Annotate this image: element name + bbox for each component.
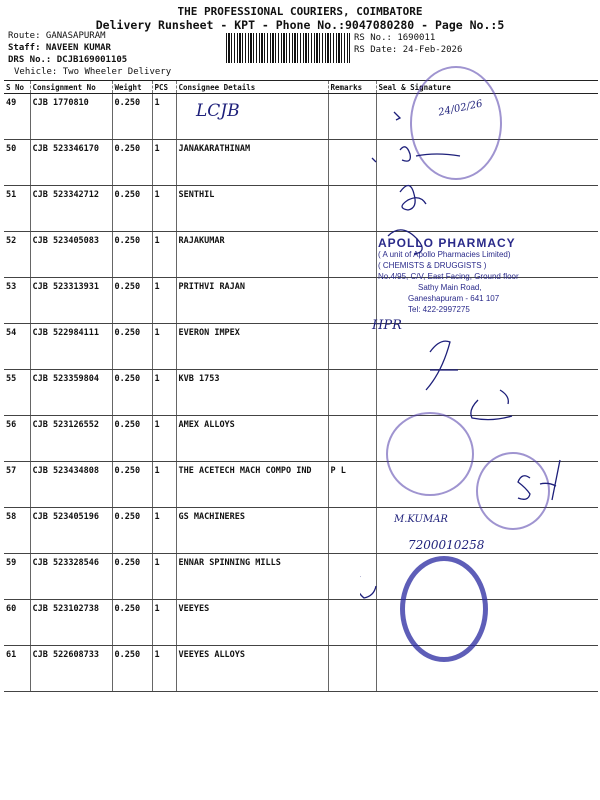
row-consignment-no: CJB 522984111: [30, 324, 112, 370]
table-row: [4, 646, 598, 692]
row-consignment-no: CJB 523405083: [30, 232, 112, 278]
row-pcs: 1: [152, 232, 176, 278]
vehicle-label: Vehicle: Two Wheeler Delivery: [14, 67, 172, 77]
rs-date: RS Date: 24-Feb-2026: [354, 45, 463, 55]
row-consignment-no: CJB 523126552: [30, 416, 112, 462]
handwritten-initials: HPR: [372, 318, 402, 333]
pharmacy-line1: ( A unit of Apollo Pharmacies Limited): [378, 250, 511, 259]
row-consignment-no: CJB 523434808: [30, 462, 112, 508]
row-sno: 49: [4, 94, 30, 140]
row-weight: 0.250: [112, 278, 152, 324]
row-sno: 58: [4, 508, 30, 554]
row-consignee: RAJAKUMAR: [176, 232, 328, 278]
row-sno: 60: [4, 600, 30, 646]
row-sno: 56: [4, 416, 30, 462]
col-weight: Weight: [112, 81, 152, 94]
row-consignee: GS MACHINERES: [176, 508, 328, 554]
col-consignment: Consignment No: [30, 81, 112, 94]
col-pcs: PCS: [152, 81, 176, 94]
row-pcs: 1: [152, 508, 176, 554]
row-weight: 0.250: [112, 462, 152, 508]
pharmacy-line4: Sathy Main Road,: [418, 283, 482, 292]
row-signature-cell: [376, 646, 598, 692]
row-remarks: P L: [328, 462, 376, 508]
col-seal-signature: Seal & Signature: [376, 81, 598, 94]
row-sno: 52: [4, 232, 30, 278]
drs-label: DRS No.: DCJB169001105: [8, 55, 128, 65]
handwritten-note: LCJB: [196, 101, 240, 121]
pharmacy-line3: No.4/95, C/V, East Facing, Ground floor: [378, 272, 519, 281]
signature-mark-row50: [372, 147, 460, 162]
row-consignee: SENTHIL: [176, 186, 328, 232]
row-sno: 51: [4, 186, 30, 232]
row-sno: 54: [4, 324, 30, 370]
row-consignee: THE ACETECH MACH COMPO IND: [176, 462, 328, 508]
signature-mark-row51: [400, 185, 426, 210]
row-pcs: 1: [152, 94, 176, 140]
row-weight: 0.250: [112, 600, 152, 646]
row-pcs: 1: [152, 646, 176, 692]
row-consignee: KVB 1753: [176, 370, 328, 416]
pharmacy-line2: ( CHEMISTS & DRUGGISTS ): [378, 261, 487, 270]
row-consignment-no: CJB 523405196: [30, 508, 112, 554]
pharmacy-line6: Tel: 422-2997275: [408, 305, 470, 314]
row-pcs: 1: [152, 554, 176, 600]
handwritten-date: 24/02/26: [437, 98, 484, 119]
row-consignee: PRITHVI RAJAN: [176, 278, 328, 324]
route-label: Route: GANASAPURAM: [8, 31, 106, 41]
row-pcs: 1: [152, 600, 176, 646]
row-weight: 0.250: [112, 646, 152, 692]
row-sno: 55: [4, 370, 30, 416]
row-pcs: 1: [152, 416, 176, 462]
row-pcs: 1: [152, 140, 176, 186]
row-consignee: EVERON IMPEX: [176, 324, 328, 370]
signature-scribbles: [360, 100, 600, 620]
row-consignee: VEEYES: [176, 600, 328, 646]
row-pcs: 1: [152, 462, 176, 508]
signature-mark-row60: [360, 558, 376, 620]
signature-mark-row52: [388, 230, 422, 254]
row-consignment-no: CJB 523102738: [30, 600, 112, 646]
row-sno: 50: [4, 140, 30, 186]
row-weight: 0.250: [112, 370, 152, 416]
handwritten-phone: 7200010258: [408, 538, 485, 552]
runsheet-subtitle: Delivery Runsheet - KPT - Phone No.:9047080280 - Page No.:5: [95, 18, 505, 32]
staff-label: Staff: NAVEEN KUMAR: [8, 43, 111, 53]
signature-mark-row49: [394, 112, 400, 120]
handwritten-name: M.KUMAR: [394, 514, 448, 525]
pharmacy-name: APOLLO PHARMACY: [378, 236, 516, 250]
col-consignee: Consignee Details: [176, 81, 328, 94]
row-pcs: 1: [152, 278, 176, 324]
row-weight: 0.250: [112, 508, 152, 554]
row-sno: 59: [4, 554, 30, 600]
row-consignment-no: CJB 523346170: [30, 140, 112, 186]
row-pcs: 1: [152, 370, 176, 416]
pharmacy-line5: Ganeshapuram - 641 107: [408, 294, 500, 303]
row-sno: 57: [4, 462, 30, 508]
col-remarks: Remarks: [328, 81, 376, 94]
company-title: THE PROFESSIONAL COURIERS, COIMBATORE: [177, 5, 423, 18]
row-sno: 53: [4, 278, 30, 324]
row-weight: 0.250: [112, 554, 152, 600]
row-weight: 0.250: [112, 140, 152, 186]
row-consignment-no: CJB 523359804: [30, 370, 112, 416]
row-consignment-no: CJB 523328546: [30, 554, 112, 600]
signature-mark-row56: [471, 390, 512, 420]
table-header-row: [4, 81, 598, 94]
row-pcs: 1: [152, 186, 176, 232]
rs-number: RS No.: 1690011: [354, 33, 436, 43]
row-consignee: AMEX ALLOYS: [176, 416, 328, 462]
row-weight: 0.250: [112, 324, 152, 370]
row-sno: 61: [4, 646, 30, 692]
row-consignment-no: CJB 523342712: [30, 186, 112, 232]
row-remarks: [328, 646, 376, 692]
row-weight: 0.250: [112, 416, 152, 462]
row-weight: 0.250: [112, 186, 152, 232]
signature-mark-row55: [426, 341, 458, 390]
row-consignee: JANAKARATHINAM: [176, 140, 328, 186]
row-consignment-no: CJB 523313931: [30, 278, 112, 324]
row-consignment-no: CJB 522608733: [30, 646, 112, 692]
row-consignment-no: CJB 1770810: [30, 94, 112, 140]
col-sno: S No: [4, 81, 30, 94]
barcode: [226, 33, 350, 63]
signature-mark-row58: [518, 460, 560, 500]
row-pcs: 1: [152, 324, 176, 370]
row-weight: 0.250: [112, 232, 152, 278]
row-consignee: ENNAR SPINNING MILLS: [176, 554, 328, 600]
row-consignee: VEEYES ALLOYS: [176, 646, 328, 692]
row-weight: 0.250: [112, 94, 152, 140]
